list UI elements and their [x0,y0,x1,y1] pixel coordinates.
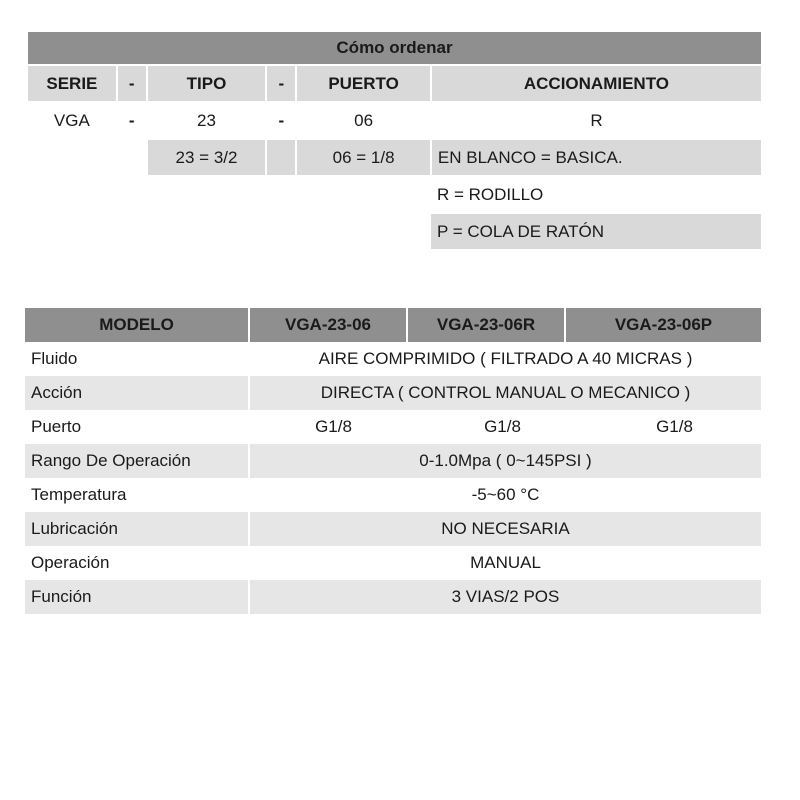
puerto-option: 06 = 1/8 [297,140,430,175]
header-dash: - [267,66,295,101]
order-header-row [28,66,761,101]
spec-table [25,308,761,614]
order-title: Cómo ordenar [336,38,453,57]
header-modelo: MODELO [25,308,248,342]
row-value: -5~60 °C [250,478,761,512]
example-serie: VGA [28,103,116,138]
row-label: Rango De Operación [25,444,248,478]
row-value: G1/8 [588,410,761,444]
spec-row [25,444,761,478]
header-serie: SERIE [28,66,116,101]
row-value: NO NECESARIA [250,512,761,546]
row-value: G1/8 [419,410,586,444]
row-value: MANUAL [250,546,761,580]
row-value: 3 VIAS/2 POS [250,580,761,614]
row-value: G1/8 [250,410,417,444]
spec-row [25,546,761,580]
header-dash: - [118,66,146,101]
example-dash: - [118,103,146,138]
empty-cell [28,140,116,175]
row-label: Lubricación [25,512,248,546]
spec-header-row [25,308,761,342]
row-value: AIRE COMPRIMIDO ( FILTRADO A 40 MICRAS ) [250,342,761,376]
spec-row [25,478,761,512]
empty-cell [28,177,429,212]
example-puerto: 06 [297,103,430,138]
example-dash: - [267,103,295,138]
header-accionamiento: ACCIONAMIENTO [432,66,761,101]
tipo-option: 23 = 3/2 [148,140,266,175]
spec-row [25,342,761,376]
spec-row [25,580,761,614]
accionamiento-option: R = RODILLO [431,177,761,212]
empty-cell [118,140,146,175]
order-options-row [28,177,761,212]
example-accionamiento: R [432,103,761,138]
spec-row [25,410,761,444]
row-label: Fluido [25,342,248,376]
row-value: DIRECTA ( CONTROL MANUAL O MECANICO ) [250,376,761,410]
row-value: 0-1.0Mpa ( 0~145PSI ) [250,444,761,478]
row-label: Acción [25,376,248,410]
order-title-row [28,32,761,64]
empty-cell [267,140,295,175]
header-tipo: TIPO [148,66,266,101]
row-label: Operación [25,546,248,580]
accionamiento-option: P = COLA DE RATÓN [431,214,761,249]
order-options-row [28,140,761,175]
spec-row [25,376,761,410]
spec-row [25,512,761,546]
accionamiento-option: EN BLANCO = BASICA. [432,140,761,175]
order-example-row [28,103,761,138]
order-table [28,32,761,249]
row-label: Puerto [25,410,248,444]
order-options-row [28,214,761,249]
header-puerto: PUERTO [297,66,430,101]
header-model-1: VGA-23-06 [250,308,406,342]
header-model-2: VGA-23-06R [408,308,564,342]
header-model-3: VGA-23-06P [566,308,761,342]
empty-cell [28,214,429,249]
example-tipo: 23 [148,103,266,138]
row-label: Temperatura [25,478,248,512]
row-label: Función [25,580,248,614]
